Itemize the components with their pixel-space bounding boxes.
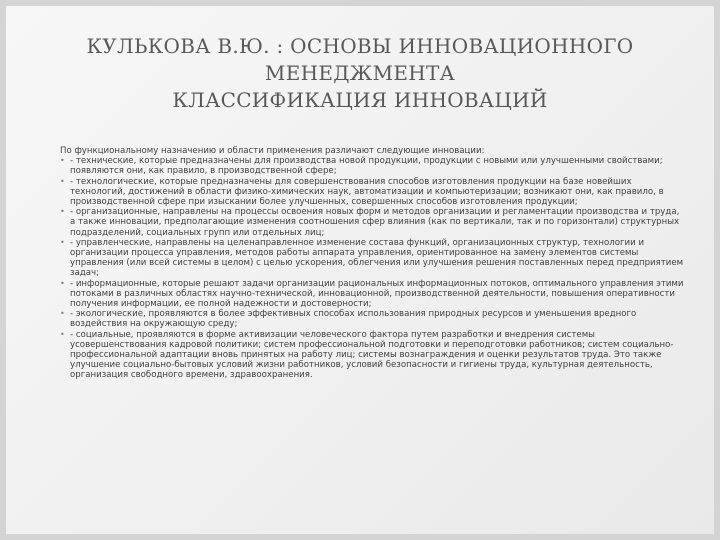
bullet-icon: • xyxy=(60,176,65,186)
intro-text: По функциональному назначению и области применения различают следующие инновации: xyxy=(60,146,485,156)
list-item-text: - технологические, которые предназначены для совершенствования способов изготовления продукции на базе новейших технологий, достижений в области физико-химических наук, автоматизации и компьютеризации; возникают они, как правило, в производственной сфере при изыскании более улучшенных, совершенных способов изготовления продукции; xyxy=(70,176,664,208)
bullet-icon: • xyxy=(60,237,65,247)
title-line-topic-continued: МЕНЕДЖМЕНТА xyxy=(264,61,456,85)
bullet-icon: • xyxy=(60,207,65,217)
list-item-social xyxy=(60,330,685,381)
list-item-informational xyxy=(60,279,685,310)
list-item-text: - управленческие, направлены на целенаправленное изменение состава функций, организационных структур, технологии и организации процесса управления, методов работы аппарата управления, ориентированное на замену элементов системы управления (или всей системы в целом) с целью ускорения, облегчения или улучшения решения поставленных перед предприятием задач; xyxy=(70,237,684,279)
title-line-author-topic: КУЛЬКОВА В.Ю. : ОСНОВЫ ИННОВАЦИОННОГО xyxy=(86,34,634,58)
slide-body xyxy=(60,146,685,381)
slide-title xyxy=(36,33,684,114)
bullet-icon: • xyxy=(60,156,65,166)
list-item-text: - технические, которые предназначены для производства новой продукции, продукции с новыми или улучшенными свойствами; появляются они, как правило, в производственной сфере; xyxy=(70,156,663,177)
bullet-icon: • xyxy=(60,309,65,319)
list-item-organizational xyxy=(60,207,685,238)
bullet-icon: • xyxy=(60,278,65,288)
innovation-types-list xyxy=(60,156,685,380)
list-item-text: - экологические, проявляются в более эффективных способах использования природных ресурсов и уменьшения вредного воздействия на окружающую среду; xyxy=(70,309,637,330)
list-item-managerial xyxy=(60,238,685,279)
list-item-technological xyxy=(60,177,685,208)
list-item-text: - социальные, проявляются в форме активизации человеческого фактора путем разработки и внедрения системы усовершенствования кадровой политики; систем профессиональной подготовки и переподготовки работников; систем социально-профессиональной адаптации вновь принятых на работу лиц; системы вознаграждения и оценки результатов труда. Это также улучшение социально-бытовых условий жизни работников, условий безопасности и гигиены труда, культурная деятельность, организация свободного времени, здравоохранения. xyxy=(70,329,674,381)
bullet-icon: • xyxy=(60,329,65,339)
title-line-section: КЛАССИФИКАЦИЯ ИННОВАЦИЙ xyxy=(172,88,548,112)
list-item-text: - организационные, направлены на процессы освоения новых форм и методов организации и регламентации производства и труда, а также инновации, предполагающие изменения соотношения сфер влияния (как по вертикали, так и по горизонтали) структурных подразделений, социальных групп или отдельных лиц; xyxy=(70,207,680,238)
list-item-ecological xyxy=(60,309,685,329)
list-item-text: - информационные, которые решают задачи организации рациональных информационных потоков, оптимального управления этими потоками в различных областях научно-технической, инновационной, производственной деятельности, повышения оперативности получения информации, ее полной надежности и достоверности; xyxy=(70,278,684,310)
list-item-technical xyxy=(60,156,685,176)
